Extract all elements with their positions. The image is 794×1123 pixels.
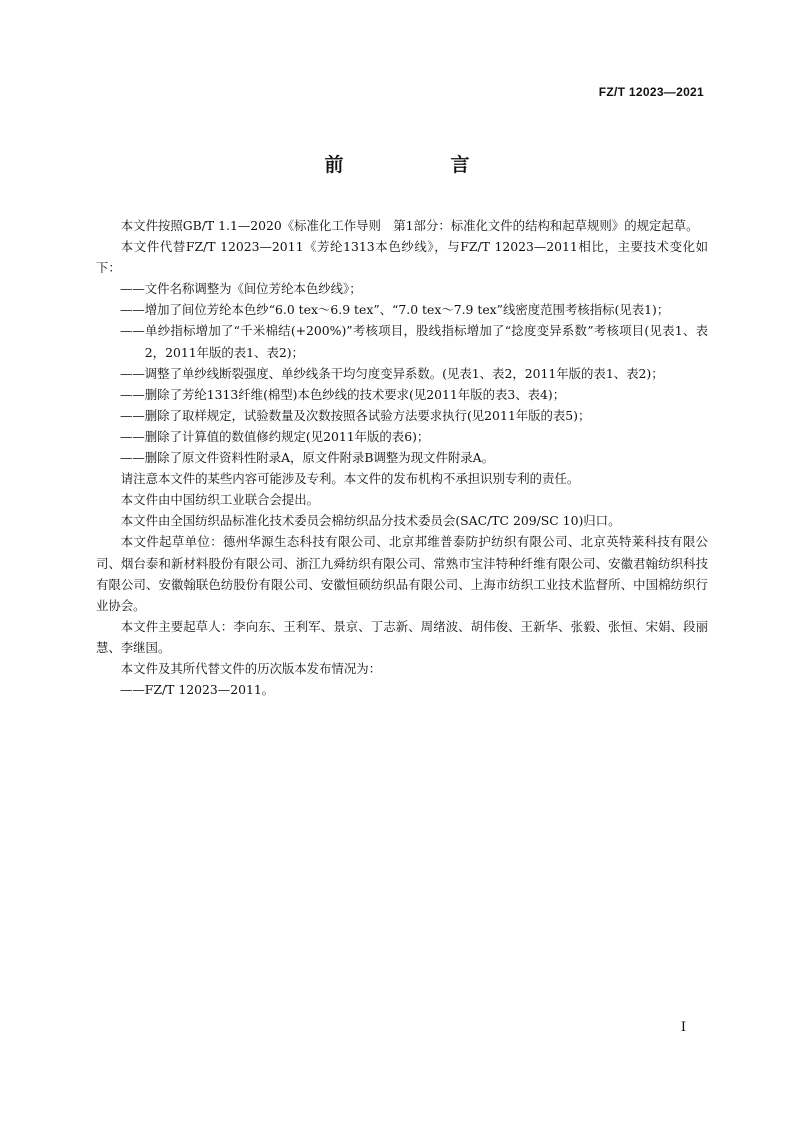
list-item — [121, 405, 708, 426]
paragraph: 本文件由中国纺织工业联合会提出。 — [120, 492, 320, 508]
dash-marker: —— — [120, 302, 145, 318]
list-item — [121, 320, 708, 362]
paragraph: 本文件由全国纺织品标准化技术委员会棉纺织品分技术委员会(SAC/TC 209/SC 10)归口。 — [120, 513, 621, 529]
list-item-text: 文件名称调整为《间位芳纶本色纱线》； — [144, 281, 362, 297]
dash-marker: —— — [120, 365, 145, 381]
dash-marker: —— — [120, 323, 145, 339]
list-item — [121, 679, 708, 700]
list-item-text: 删除了原文件资料性附录A，原文件附录B调整为现文件附录A。 — [144, 450, 494, 466]
page-title: 前 言 — [324, 154, 514, 176]
paragraph: 本文件代替FZ/T 12023—2011《芳纶1313本色纱线》，与FZ/T 12023—2011相比，主要技术变化如下： — [96, 239, 708, 276]
list-item — [121, 426, 708, 447]
list-item-text: 删除了取样规定，试验数量及次数按照各试验方法要求执行(见2011年版的表5)； — [144, 407, 591, 423]
history-list — [96, 679, 708, 700]
list-item-text: 删除了芳纶1313纤维(棉型)本色纱线的技术要求(见2011年版的表3、表4)； — [144, 386, 566, 402]
dash-marker: —— — [120, 682, 145, 698]
paragraph: 请注意本文件的某些内容可能涉及专利。本文件的发布机构不承担识别专利的责任。 — [120, 471, 580, 487]
list-item-text: 增加了间位芳纶本色纱“6.0 tex～6.9 tex”、“7.0 tex～7.9 tex”线密度范围考核指标(见表1)； — [144, 302, 670, 318]
list-item — [121, 363, 708, 384]
document-body — [96, 215, 708, 700]
dash-marker: —— — [120, 407, 145, 423]
paragraph: 本文件主要起草人：李向东、王利军、景京、丁志新、周绪波、胡伟俊、王新华、张毅、张恒、宋娟、段丽慧、李继国。 — [96, 618, 708, 655]
list-item — [121, 278, 708, 299]
standard-code: FZ/T 12023—2021 — [598, 85, 704, 99]
list-item — [121, 447, 708, 468]
paragraph: 本文件及其所代替文件的历次版本发布情况为： — [120, 660, 381, 676]
changes-list — [96, 278, 708, 468]
list-item-text: 单纱指标增加了“千米棉结(+200%)”考核项目，股线指标增加了“捻度变异系数”考核项目(见表1、表2，2011年版的表1、表2)； — [144, 323, 708, 360]
paragraph: 本文件按照GB/T 1.1—2020《标准化工作导则 第1部分：标准化文件的结构和起草规则》的规定起草。 — [120, 218, 699, 233]
list-item-text: FZ/T 12023—2011。 — [144, 682, 275, 698]
dash-marker: —— — [120, 281, 145, 297]
dash-marker: —— — [120, 428, 145, 444]
dash-marker: —— — [120, 386, 145, 402]
list-item-text: 调整了单纱线断裂强度、单纱线条干均匀度变异系数。(见表1、表2，2011年版的表1、表2)； — [144, 365, 664, 381]
list-item-text: 删除了计算值的数值修约规定(见2011年版的表6)； — [144, 428, 430, 444]
list-item — [121, 384, 708, 405]
page-number: I — [680, 1020, 686, 1035]
list-item — [121, 299, 708, 320]
dash-marker: —— — [120, 450, 145, 466]
paragraph: 本文件起草单位：德州华源生态科技有限公司、北京邦维普泰防护纺织有限公司、北京英特莱科技有限公司、烟台泰和新材料股份有限公司、浙江九舜纺织有限公司、常熟市宝沣特种纤维有限公司、安徽君翰纺织科技有限公司、安徽翰联色纺股份有限公司、安徽恒硕纺织品有限公司、上海市纺织工业技术监督所、中国棉纺织行业协会。 — [96, 534, 708, 613]
